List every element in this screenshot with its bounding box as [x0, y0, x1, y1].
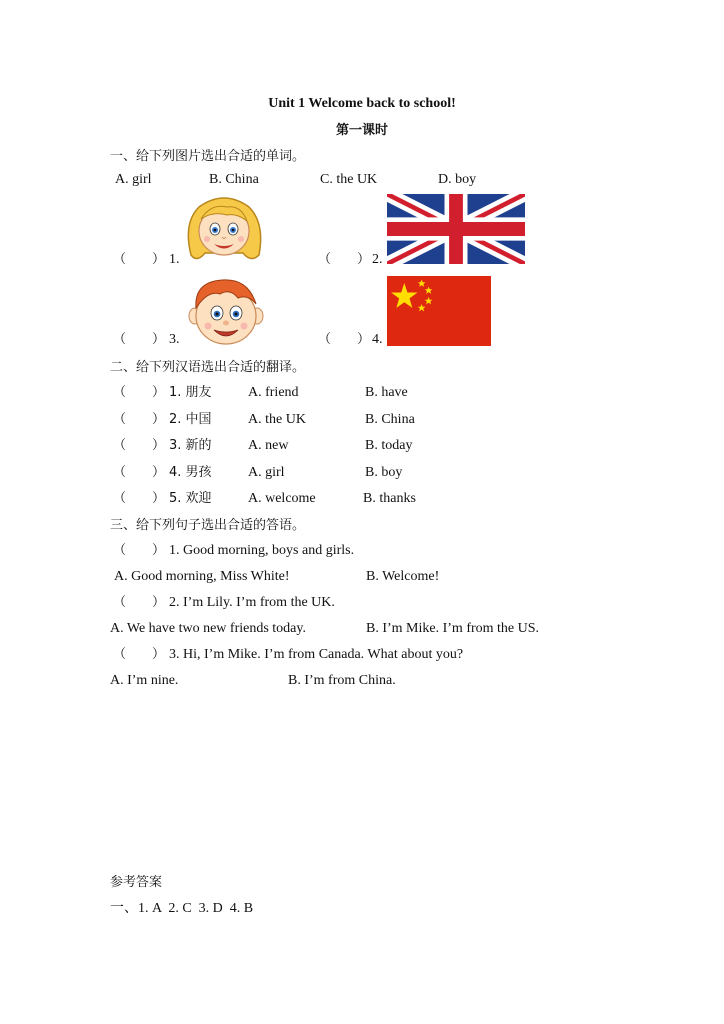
- choice-a: A. I’m nine.: [110, 673, 179, 688]
- answer-blank[interactable]: （ ）: [113, 595, 166, 610]
- uk-flag-icon: [387, 194, 525, 264]
- answer-key-heading: 参考答案: [110, 875, 163, 890]
- choice-a: A. girl: [248, 465, 285, 480]
- question-text: 2. I’m Lily. I’m from the UK.: [169, 595, 335, 610]
- option-b: B. China: [209, 172, 259, 187]
- item-number: 2.: [372, 252, 383, 267]
- choice-a: A. friend: [248, 385, 299, 400]
- page-title: Unit 1 Welcome back to school!: [268, 96, 456, 111]
- answer-blank[interactable]: （ ）: [113, 543, 166, 558]
- choice-b: B. thanks: [363, 491, 416, 506]
- choice-b: B. boy: [365, 465, 403, 480]
- question-text: 3. Hi, I’m Mike. I’m from Canada. What about you?: [169, 647, 464, 662]
- choice-b: B. have: [365, 385, 408, 400]
- option-a: A. girl: [115, 172, 152, 187]
- answer-blank[interactable]: （ ）: [113, 647, 166, 662]
- question-text: 3. 新的: [169, 438, 212, 453]
- section1-heading: 一、给下列图片选出合适的单词。: [110, 149, 306, 164]
- choice-a: A. welcome: [248, 491, 316, 506]
- choice-a: A. the UK: [248, 412, 306, 427]
- question-text: 1. 朋友: [169, 385, 212, 400]
- option-c: C. the UK: [320, 172, 378, 187]
- section2-heading: 二、给下列汉语选出合适的翻译。: [110, 360, 306, 375]
- answer-blank[interactable]: （ ）: [113, 491, 166, 506]
- choice-a: A. new: [248, 438, 289, 453]
- choice-b: B. I’m from China.: [288, 673, 396, 688]
- answer-blank[interactable]: （ ）: [113, 385, 166, 400]
- item-number: 3.: [169, 332, 180, 347]
- question-text: 4. 男孩: [169, 465, 212, 480]
- answer-blank[interactable]: （ ）: [318, 332, 371, 347]
- choice-b: B. today: [365, 438, 413, 453]
- answer-key-line: 一、1. A 2. C 3. D 4. B: [110, 901, 254, 916]
- section3-heading: 三、给下列句子选出合适的答语。: [110, 518, 306, 533]
- girl-face-icon: [181, 193, 267, 265]
- page-subtitle: 第一课时: [335, 123, 388, 138]
- answer-blank[interactable]: （ ）: [318, 252, 371, 267]
- choice-b: B. I’m Mike. I’m from the US.: [366, 621, 540, 636]
- china-flag-icon: [387, 276, 491, 346]
- answer-blank[interactable]: （ ）: [113, 412, 166, 427]
- question-text: 5. 欢迎: [169, 491, 212, 506]
- answer-blank[interactable]: （ ）: [113, 465, 166, 480]
- answer-blank[interactable]: （ ）: [113, 332, 166, 347]
- option-d: D. boy: [438, 172, 477, 187]
- question-text: 1. Good morning, boys and girls.: [169, 543, 355, 558]
- item-number: 4.: [372, 332, 383, 347]
- choice-a: A. Good morning, Miss White!: [114, 569, 290, 584]
- choice-a: A. We have two new friends today.: [110, 621, 306, 636]
- choice-b: B. China: [365, 412, 415, 427]
- answer-blank[interactable]: （ ）: [113, 252, 166, 267]
- choice-b: B. Welcome!: [366, 569, 440, 584]
- boy-face-icon: [186, 276, 266, 348]
- answer-blank[interactable]: （ ）: [113, 438, 166, 453]
- question-text: 2. 中国: [169, 412, 212, 427]
- item-number: 1.: [169, 252, 180, 267]
